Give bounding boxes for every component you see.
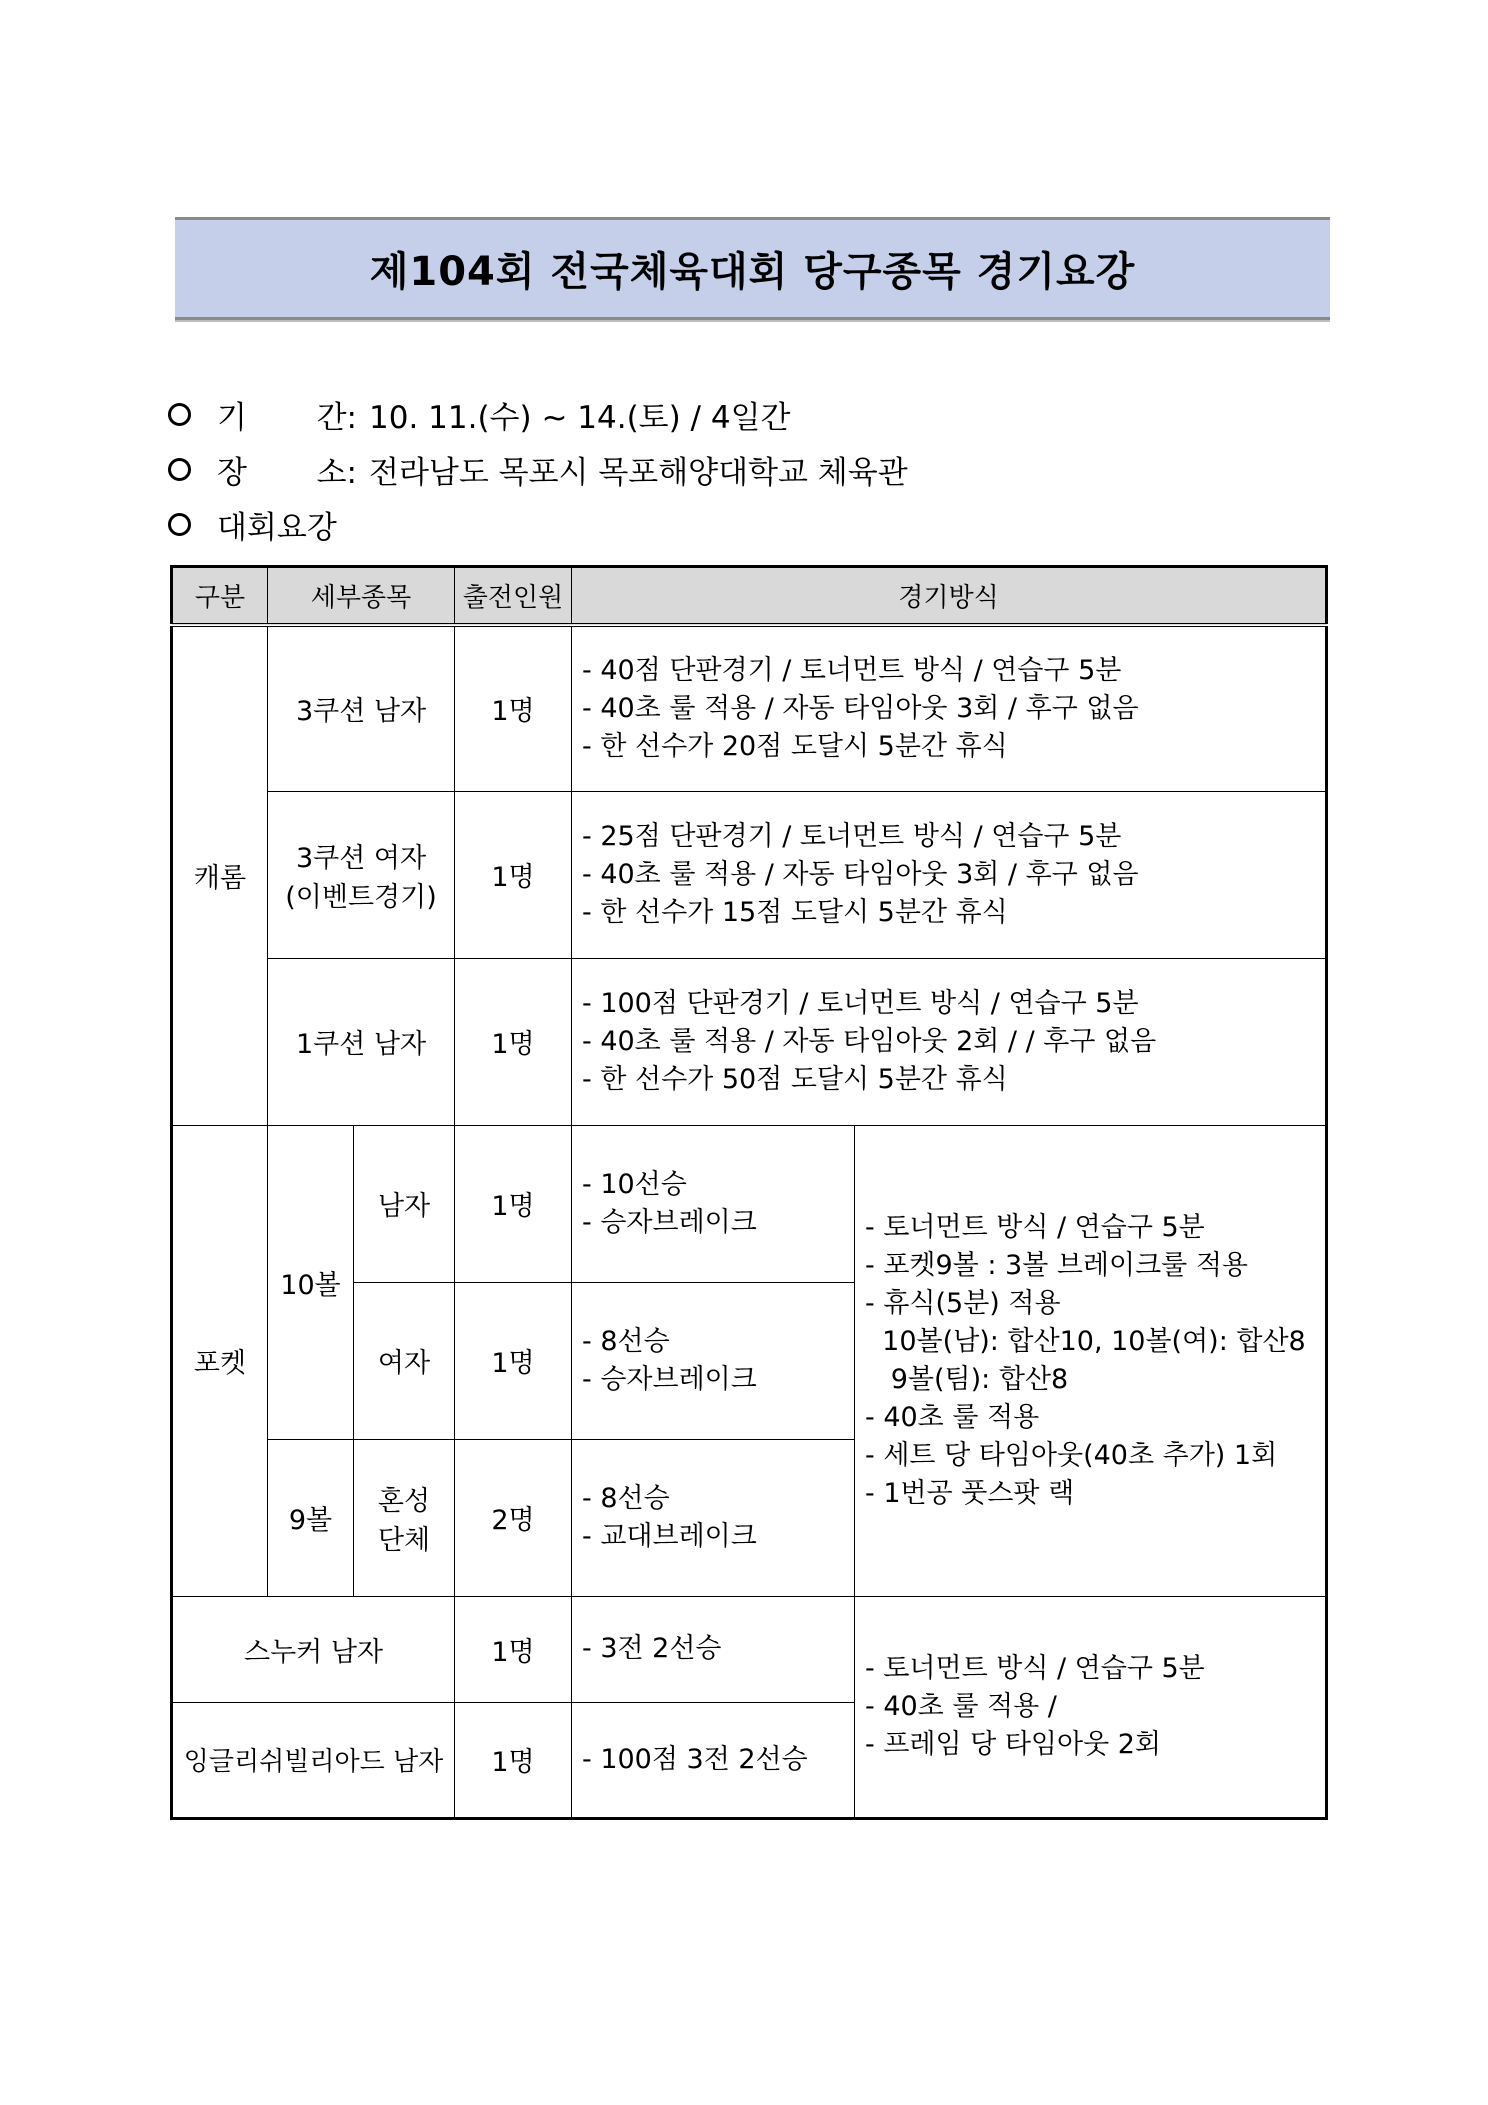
rule-line: - 토너먼트 방식 / 연습구 5분	[865, 1211, 1205, 1243]
header-category: 구분	[172, 567, 268, 626]
event-name: 3쿠션 남자	[268, 625, 455, 791]
header-entries: 출전인원	[455, 567, 572, 626]
rule-line: - 100점 3전 2선승	[582, 1743, 808, 1775]
header-method: 경기방식	[572, 567, 1327, 626]
rule-line: - 100점 단판경기 / 토너먼트 방식 / 연습구 5분	[582, 987, 1139, 1019]
rules-cell	[572, 791, 1327, 958]
rule-line: 10볼(남): 합산10, 10볼(여): 합산8	[865, 1325, 1306, 1357]
competition-table	[170, 565, 1328, 1820]
table-row	[172, 1125, 1327, 1282]
circle-bullet-icon	[168, 403, 191, 426]
rule-line: - 휴식(5분) 적용	[865, 1287, 1061, 1319]
rule-line: - 한 선수가 50점 도달시 5분간 휴식	[582, 1063, 1008, 1095]
circle-bullet-icon	[168, 513, 191, 536]
rule-line: - 1번공 풋스팟 랙	[865, 1477, 1075, 1509]
document-title: 제104회 전국체육대회 당구종목 경기요강	[369, 249, 1136, 295]
header-event: 세부종목	[268, 567, 455, 626]
event-name-a: 혼성	[377, 1485, 431, 1517]
table-row	[172, 958, 1327, 1125]
entry-count: 1명	[455, 1596, 572, 1702]
others-common-rules	[855, 1596, 1327, 1818]
rules-cell	[572, 1439, 855, 1596]
entry-count: 1명	[455, 625, 572, 791]
rules-cell	[572, 625, 1327, 791]
rules-cell	[572, 1125, 855, 1282]
entry-count: 2명	[455, 1439, 572, 1596]
ball-10: 10볼	[268, 1125, 354, 1439]
rule-line: - 8선승	[582, 1482, 670, 1514]
rule-line: - 한 선수가 15점 도달시 5분간 휴식	[582, 896, 1008, 928]
entry-count: 1명	[455, 1702, 572, 1818]
event-name: 여자	[354, 1282, 455, 1439]
rule-line: - 포켓9볼 : 3볼 브레이크룰 적용	[865, 1249, 1249, 1281]
entry-count: 1명	[455, 1125, 572, 1282]
category-pocket: 포켓	[172, 1125, 268, 1596]
venue-value: 전라남도 목포시 목포해양대학교 체육관	[369, 455, 908, 491]
rule-line: - 40초 룰 적용	[865, 1401, 1040, 1433]
event-name	[268, 791, 455, 958]
rule-line: - 한 선수가 20점 도달시 5분간 휴식	[582, 730, 1008, 762]
venue-label-a: 장	[217, 455, 247, 491]
info-guidelines	[168, 502, 337, 547]
circle-bullet-icon	[168, 458, 191, 481]
rule-line: - 40초 룰 적용 / 자동 타임아웃 3회 / 후구 없음	[582, 692, 1139, 724]
event-name: 1쿠션 남자	[268, 958, 455, 1125]
table-row	[172, 1596, 1327, 1702]
rule-line: - 40점 단판경기 / 토너먼트 방식 / 연습구 5분	[582, 654, 1122, 686]
event-name	[354, 1439, 455, 1596]
rule-line: - 25점 단판경기 / 토너먼트 방식 / 연습구 5분	[582, 820, 1122, 852]
rules-cell	[572, 1282, 855, 1439]
event-name: 잉글리쉬빌리아드 남자	[172, 1702, 455, 1818]
rules-cell	[572, 1702, 855, 1818]
venue-label	[217, 447, 357, 492]
info-period	[168, 392, 790, 437]
table-header-row	[172, 567, 1327, 626]
rule-line: - 승자브레이크	[582, 1206, 757, 1238]
rules-cell	[572, 1596, 855, 1702]
info-venue	[168, 447, 908, 492]
venue-label-b: 소:	[316, 455, 357, 491]
event-name: 스누커 남자	[172, 1596, 455, 1702]
category-carom: 캐롬	[172, 625, 268, 1125]
rules-cell	[572, 958, 1327, 1125]
rule-line: - 토너먼트 방식 / 연습구 5분	[865, 1652, 1205, 1684]
ball-9: 9볼	[268, 1439, 354, 1596]
rule-line: - 3전 2선승	[582, 1633, 722, 1664]
rule-line: - 8선승	[582, 1325, 670, 1357]
event-name-main: 3쿠션 여자	[295, 842, 427, 874]
event-name: 남자	[354, 1125, 455, 1282]
rule-line: - 40초 룰 적용 / 자동 타임아웃 3회 / 후구 없음	[582, 858, 1139, 890]
rule-line: - 10선승	[582, 1168, 687, 1200]
event-name-sub: (이벤트경기)	[285, 881, 437, 913]
event-name-b: 단체	[377, 1524, 431, 1556]
rule-line: - 40초 룰 적용 /	[865, 1690, 1057, 1722]
period-label	[217, 392, 357, 437]
entry-count: 1명	[455, 791, 572, 958]
rule-line: - 세트 당 타임아웃(40초 추가) 1회	[865, 1439, 1278, 1471]
rule-line: 9볼(팀): 합산8	[865, 1363, 1069, 1395]
table-row	[172, 791, 1327, 958]
rule-line: - 프레임 당 타임아웃 2회	[865, 1728, 1161, 1760]
period-label-a: 기	[217, 400, 247, 436]
title-banner	[175, 217, 1330, 320]
rule-line: - 40초 룰 적용 / 자동 타임아웃 2회 / / 후구 없음	[582, 1025, 1157, 1057]
rule-line: - 교대브레이크	[582, 1520, 757, 1552]
entry-count: 1명	[455, 958, 572, 1125]
guidelines-label: 대회요강	[217, 510, 337, 546]
rule-line: - 승자브레이크	[582, 1363, 757, 1395]
period-value: 10. 11.(수) ~ 14.(토) / 4일간	[369, 400, 791, 436]
period-label-b: 간:	[316, 400, 357, 436]
entry-count: 1명	[455, 1282, 572, 1439]
pocket-common-rules	[855, 1125, 1327, 1596]
table-row	[172, 625, 1327, 791]
